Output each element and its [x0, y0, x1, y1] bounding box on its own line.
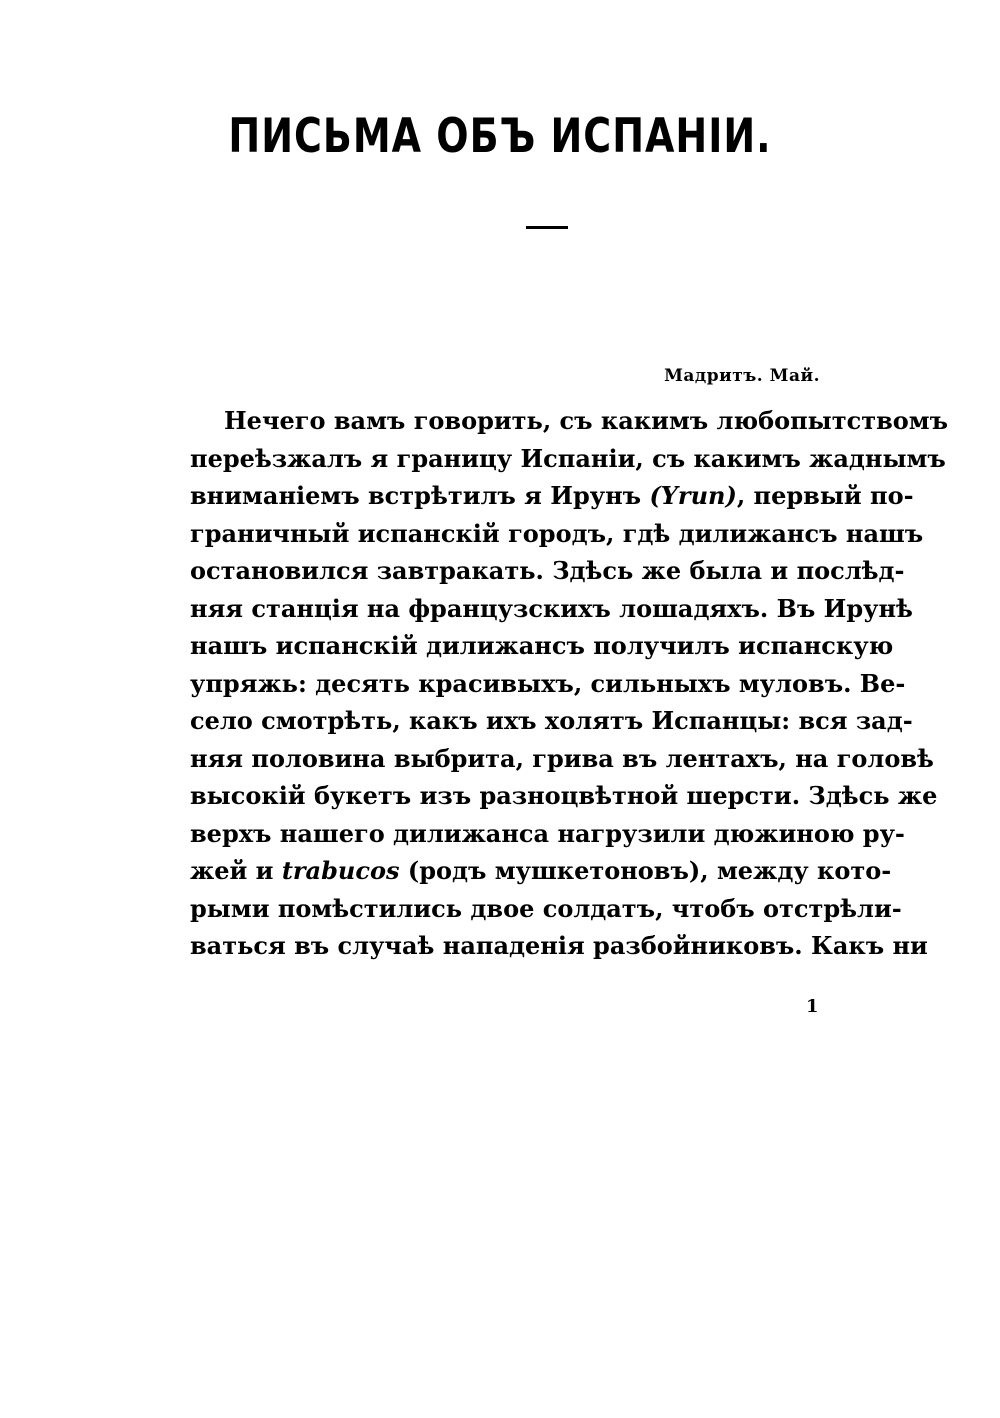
text-line: переѣзжалъ я границу Испаніи, съ какимъ жаднымъ [190, 443, 946, 473]
text-line: граничный испанскій городъ, гдѣ дилижансъ нашъ [190, 518, 924, 548]
text-line: упряжь: десять красивыхъ, сильныхъ муловъ. Ве- [190, 668, 906, 698]
text-line [190, 477, 914, 515]
text-line [190, 852, 892, 890]
title-rule-divider [526, 226, 568, 229]
text-segment: жей и [190, 856, 274, 885]
text-line: остановился завтракать. Здѣсь же была и послѣд- [190, 556, 905, 585]
text-line: верхъ нашего дилижанса нагрузили дюжиною ру- [190, 818, 905, 848]
body-paragraph [190, 402, 949, 965]
italic-foreign-word: trabucos [281, 856, 400, 885]
text-segment: , первый по- [736, 481, 914, 510]
text-line: няя половина выбрита, грива въ лентахъ, на головѣ [190, 743, 934, 773]
text-line: Нечего вамъ говорить, съ какимъ любопытствомъ [224, 406, 949, 435]
italic-latin-name: (Yrun) [649, 481, 737, 510]
text-line: нашъ испанскій дилижансъ получилъ испанскую [190, 631, 894, 660]
text-segment: вниманіемъ встрѣтилъ я Ирунъ [190, 481, 642, 510]
text-segment: (родъ мушкетоновъ), между кото- [407, 856, 892, 885]
text-line: высокій букетъ изъ разноцвѣтной шерсти. Здѣсь же [190, 781, 938, 810]
page-title: ПИСЬМА ОБЪ ИСПАНІИ. [228, 108, 772, 163]
dateline: Мадритъ. Май. [664, 366, 820, 386]
text-line: ваться въ случаѣ нападенія разбойниковъ. Какъ ни [190, 931, 928, 960]
text-line: рыми помѣстились двое солдатъ, чтобъ отстрѣли- [190, 893, 902, 923]
text-line: село смотрѣть, какъ ихъ холятъ Испанцы: вся зад- [190, 706, 913, 735]
page-number: 1 [806, 996, 819, 1017]
text-line: няя станція на французскихъ лошадяхъ. Въ Ирунѣ [190, 593, 913, 623]
